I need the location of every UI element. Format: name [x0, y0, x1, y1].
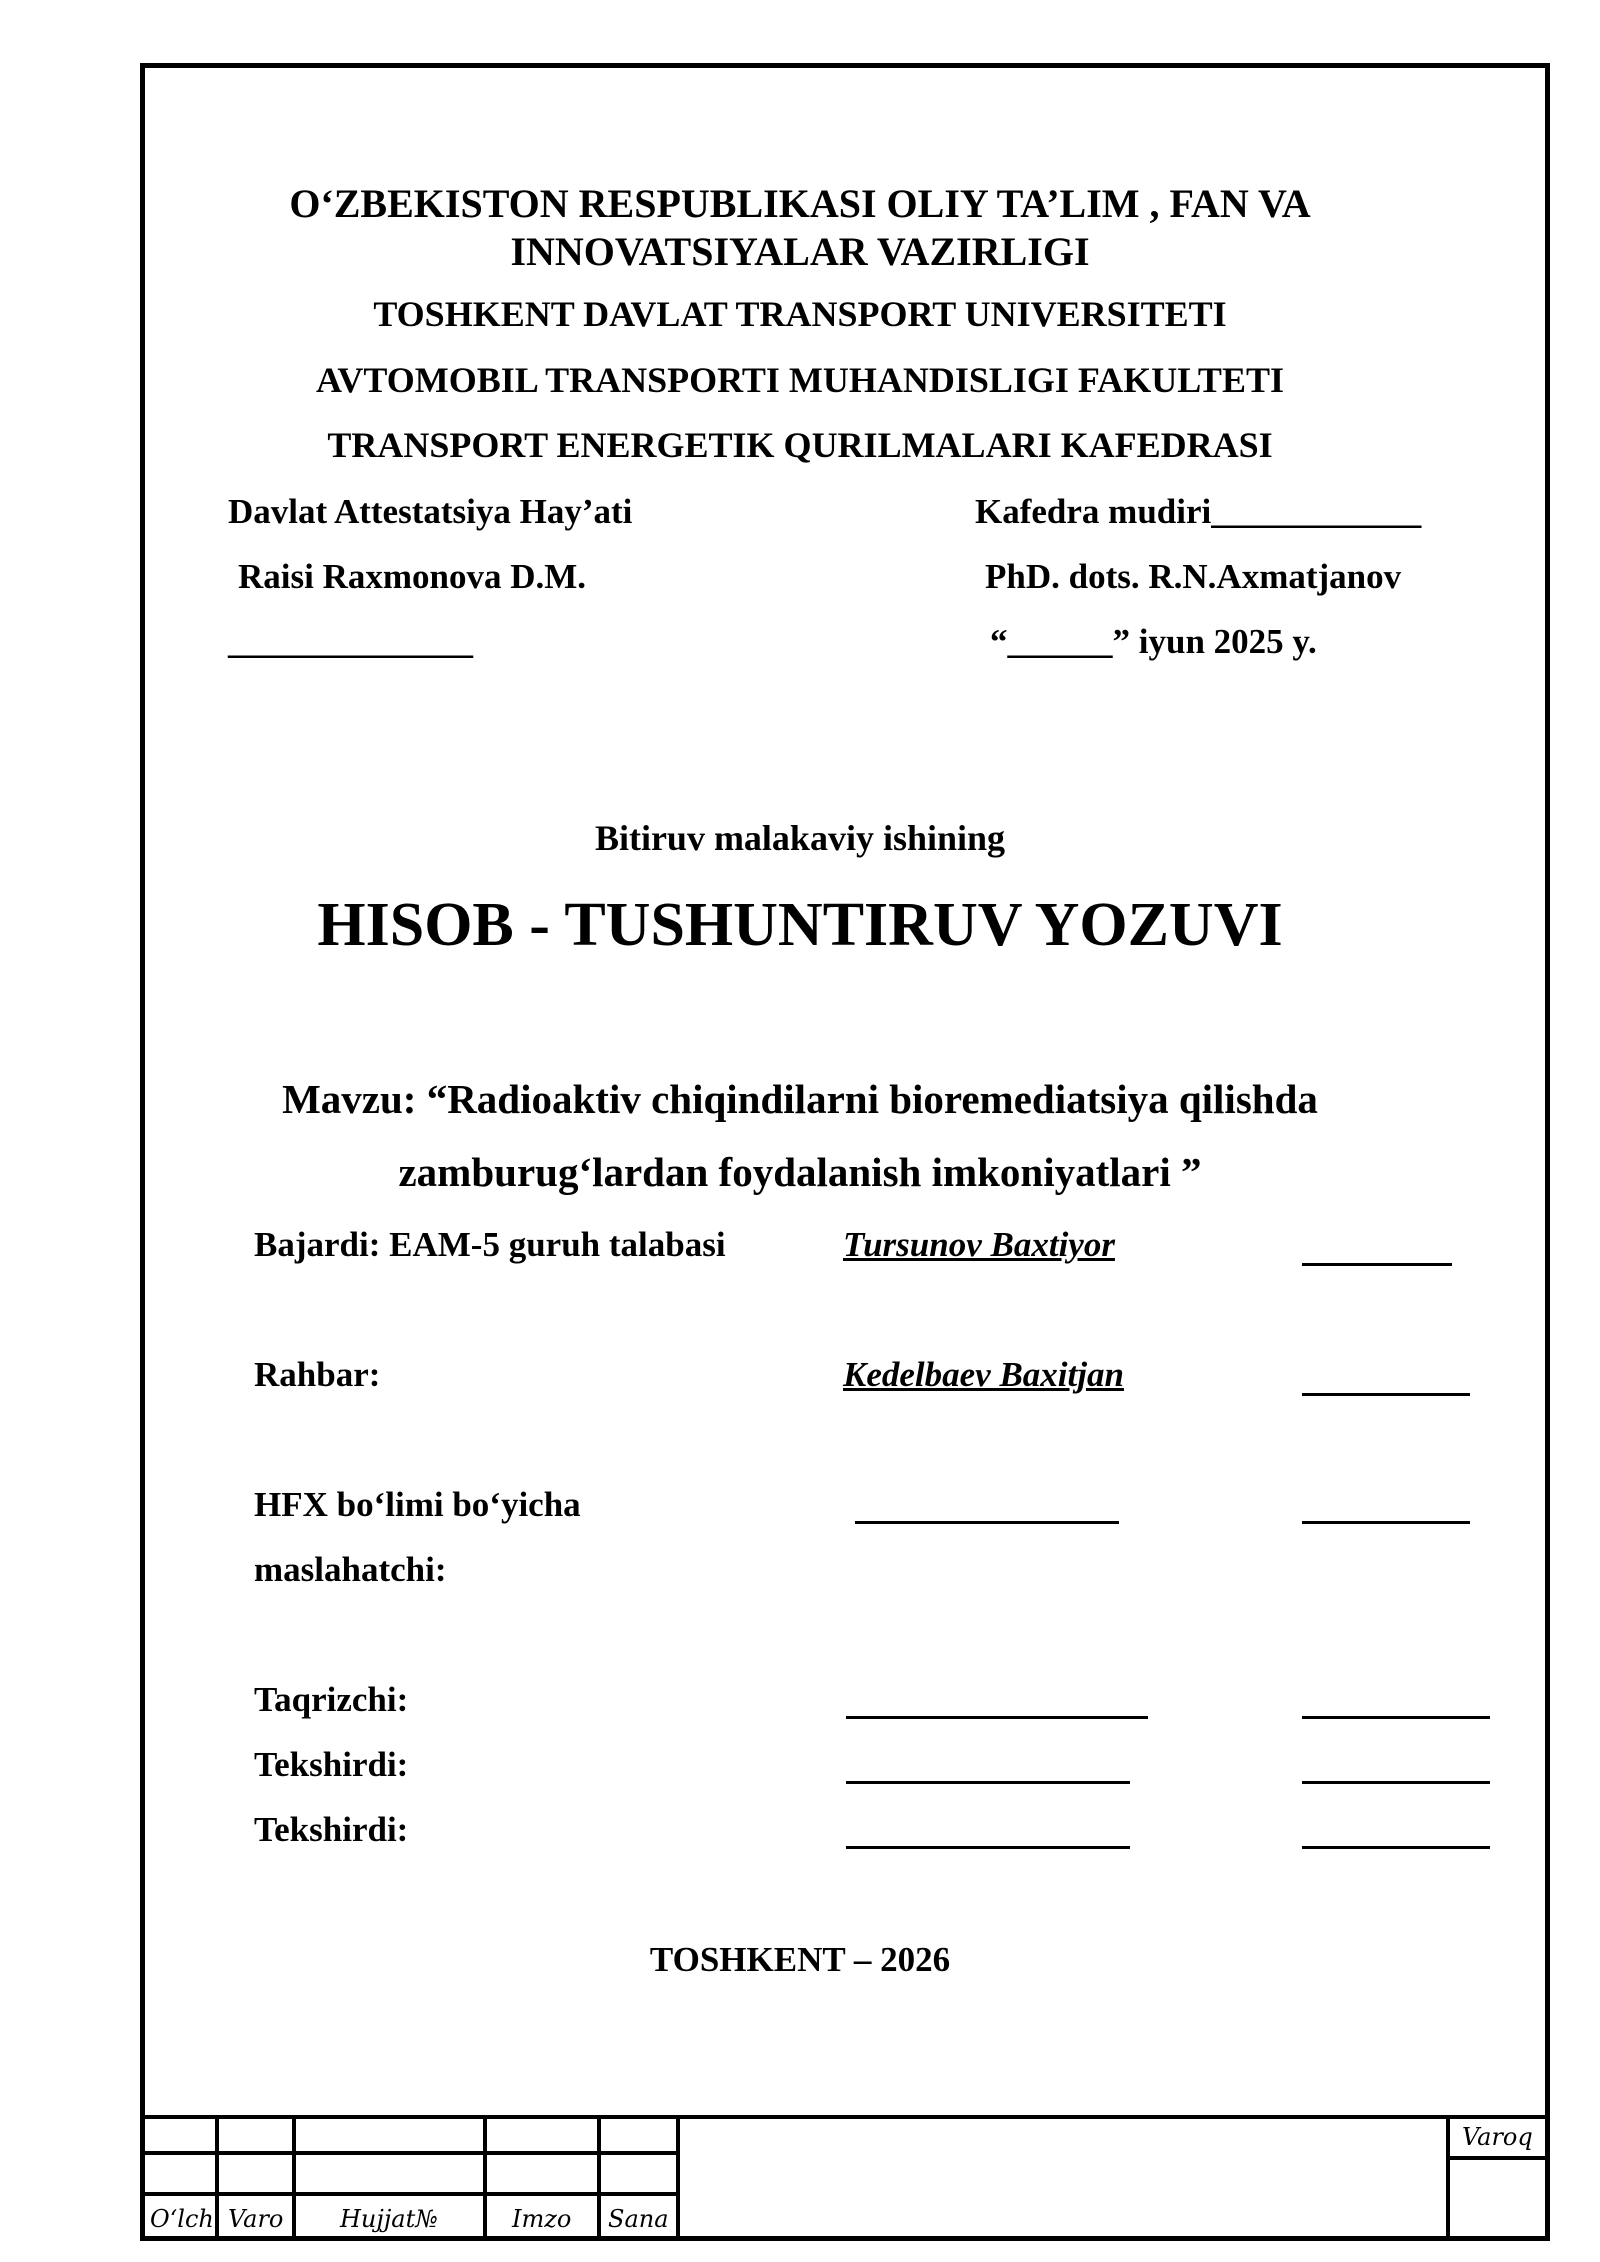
supervisor-label: Rahbar:: [254, 1355, 381, 1394]
checker-2-label: Tekshirdi:: [254, 1810, 409, 1849]
university-name: TOSHKENT DAVLAT TRANSPORT UNIVERSITETI: [373, 294, 1227, 334]
stamp-col-divider-6: [1446, 2115, 1450, 2241]
department-head-name: PhD. dots. R.N.Axmatjanov: [985, 557, 1402, 596]
commission-chair-name: Raisi Raxmonova D.M.: [238, 557, 587, 596]
stamp-table: [140, 2115, 1550, 2241]
stamp-document-no-label: Hujjat№: [340, 2205, 438, 2233]
stamp-date-label: Sana: [608, 2205, 669, 2233]
performer-signature-line: [1302, 1263, 1452, 1266]
stamp-col-divider-2: [292, 2115, 296, 2241]
ministry-line-2: INNOVATSIYALAR VAZIRLIGI: [510, 229, 1090, 274]
stamp-signature-label: Imzo: [512, 2205, 572, 2233]
sheet-cell-divider: [1448, 2156, 1550, 2160]
checker-1-signature-line: [1302, 1781, 1490, 1784]
reviewer-signature-line: [1302, 1716, 1490, 1719]
department-name: TRANSPORT ENERGETIK QURILMALARI KAFEDRASI: [327, 425, 1273, 465]
supervisor-name: Kedelbaev Baxitjan: [843, 1355, 1124, 1394]
stamp-measure-label: O‘lch: [150, 2205, 214, 2233]
commission-signature-line: ______________: [228, 622, 473, 661]
topic-line-2: zamburug‘lardan foydalanish imkoniyatlari ”: [398, 1149, 1202, 1195]
checker-1-label: Tekshirdi:: [254, 1745, 409, 1784]
stamp-col-divider-5: [676, 2115, 680, 2241]
faculty-name: AVTOMOBIL TRANSPORTI MUHANDISLIGI FAKULTETI: [316, 360, 1284, 400]
consultant-name-line: [855, 1521, 1119, 1524]
reviewer-name-line: [846, 1716, 1148, 1719]
checker-2-signature-line: [1302, 1846, 1490, 1849]
consultant-label-line-2: maslahatchi:: [254, 1550, 447, 1589]
stamp-col-divider-1: [215, 2115, 219, 2241]
performer-name: Tursunov Baxtiyor: [843, 1225, 1115, 1264]
department-head-title: Kafedra mudiri____________: [975, 492, 1422, 531]
supervisor-signature-line: [1302, 1393, 1470, 1396]
commission-title: Davlat Attestatsiya Hay’ati: [228, 492, 633, 531]
document-title: HISOB - TUSHUNTIRUV YOZUVI: [317, 891, 1283, 959]
approval-date: “______” iyun 2025 y.: [990, 622, 1317, 661]
stamp-sheet-no-label: Varo: [228, 2205, 284, 2233]
checker-1-name-line: [846, 1781, 1130, 1784]
reviewer-label: Taqrizchi:: [254, 1680, 409, 1719]
stamp-top-border: [140, 2115, 1550, 2119]
stamp-sheet-label: Varoq: [1462, 2123, 1533, 2151]
document-subtitle: Bitiruv malakaviy ishining: [594, 818, 1006, 858]
stamp-col-divider-3: [483, 2115, 487, 2241]
consultant-signature-line: [1302, 1521, 1470, 1524]
topic-line-1: Mavzu: “Radioaktiv chiqindilarni bioremediatsiya qilishda: [282, 1076, 1318, 1122]
checker-2-name-line: [846, 1846, 1130, 1849]
city-year: TOSHKENT – 2026: [649, 1940, 951, 1979]
stamp-col-divider-4: [597, 2115, 601, 2241]
performer-label: Bajardi: EAM-5 guruh talabasi: [254, 1225, 726, 1264]
consultant-label-line-1: HFX bo‘limi bo‘yicha: [254, 1485, 581, 1524]
ministry-line-1: O‘ZBEKISTON RESPUBLIKASI OLIY TA’LIM , FAN VA: [289, 181, 1311, 226]
